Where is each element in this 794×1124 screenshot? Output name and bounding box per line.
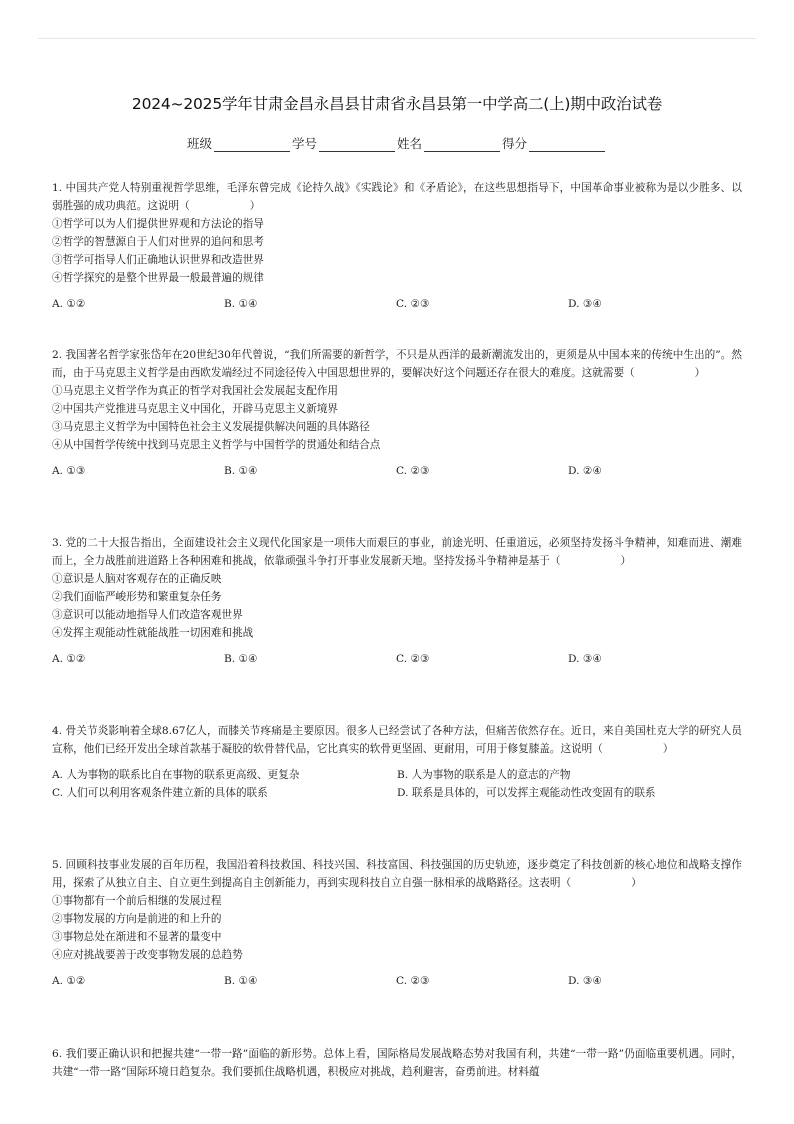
score-blank[interactable] — [529, 137, 605, 152]
statement: ①意识是人脑对客观存在的正确反映 — [52, 573, 222, 585]
statement: ①马克思主义哲学作为真正的哲学对我国社会发展起支配作用 — [52, 385, 339, 397]
name-field[interactable] — [397, 134, 502, 152]
name-label: 姓名 — [397, 136, 423, 151]
option-b[interactable]: B. ①④ — [224, 465, 258, 477]
question-stem: 2. 我国著名哲学家张岱年在20世纪30年代曾说，“我们所需要的新哲学，不只是从西洋的最新潮流发出的，更须是从中国本来的传统中生出的”。然而，由于马克思主义哲学是由西欧发端经过不同途径传入中国思想世界的，要解决好这个问题还存在很大的难度。这就需要（ ） — [52, 349, 742, 379]
statement: ③意识可以能动地指导人们改造客观世界 — [52, 609, 243, 621]
statement: ④应对挑战要善于改变事物发展的总趋势 — [52, 949, 243, 961]
answer-options — [52, 295, 742, 313]
statement: ③事物总处在渐进和不显著的量变中 — [52, 931, 222, 943]
option-a[interactable]: A. ①② — [52, 653, 86, 665]
option-a[interactable]: A. ①② — [52, 298, 86, 310]
score-field[interactable] — [502, 134, 607, 152]
question-1 — [52, 179, 742, 313]
option-d[interactable]: D. 联系是具体的，可以发挥主观能动性改变固有的联系 — [397, 787, 656, 799]
option-c[interactable]: C. ②③ — [396, 653, 430, 665]
student-id-field[interactable] — [292, 134, 397, 152]
answer-options — [52, 462, 742, 480]
question-stem: 5. 回顾科技事业发展的百年历程，我国沿着科技救国、科技兴国、科技富国、科技强国的历史轨迹，逐步奠定了科技创新的核心地位和战略支撑作用，探索了从独立自主、自立更生到提高自主创新能力，再到实现科技自立自强一脉相承的战略路径。这表明（ ） — [52, 859, 742, 889]
student-id-label: 学号 — [291, 136, 317, 151]
name-blank[interactable] — [424, 137, 500, 152]
answer-options — [52, 972, 742, 990]
statement: ②中国共产党推进马克思主义中国化，开辟马克思主义新境界 — [52, 403, 339, 415]
option-d[interactable]: D. ③④ — [568, 653, 602, 665]
option-c[interactable]: C. ②③ — [396, 465, 430, 477]
option-a[interactable]: A. ①③ — [52, 465, 86, 477]
statement: ②哲学的智慧源自于人们对世界的追问和思考 — [52, 236, 264, 248]
question-4 — [52, 722, 742, 802]
option-c[interactable]: C. 人们可以利用客观条件建立新的具体的联系 — [52, 787, 268, 799]
class-field[interactable] — [187, 134, 292, 152]
student-id-blank[interactable] — [319, 137, 395, 152]
page-title: 2024~2025学年甘肃金昌永昌县甘肃省永昌县第一中学高二(上)期中政治试卷 — [131, 95, 663, 113]
option-d[interactable]: D. ③④ — [568, 298, 602, 310]
answer-options — [52, 766, 742, 802]
question-6 — [52, 1045, 742, 1081]
question-5 — [52, 856, 742, 990]
statement: ③马克思主义哲学为中国特色社会主义发展提供解决问题的具体路径 — [52, 421, 370, 433]
option-d[interactable]: D. ②④ — [568, 465, 602, 477]
question-3 — [52, 534, 742, 668]
student-info-row — [0, 134, 794, 152]
statement: ③哲学可指导人们正确地认识世界和改造世界 — [52, 254, 264, 266]
statement: ①事物都有一个前后相继的发展过程 — [52, 895, 222, 907]
statement: ②事物发展的方向是前进的和上升的 — [52, 913, 222, 925]
question-stem: 3. 党的二十大报告指出，全面建设社会主义现代化国家是一项伟大而艰巨的事业，前途光明、任重道远，必须坚持发扬斗争精神，知难而进、潮难而上，全力战胜前进道路上各种困难和挑战，依靠顽强斗争打开事业发展新天地。坚持发扬斗争精神是基于（ ） — [52, 537, 742, 567]
class-label: 班级 — [186, 136, 212, 151]
question-stem: 4. 骨关节炎影响着全球8.67亿人，而膝关节疼痛是主要原因。很多人已经尝试了各种方法，但痛苦依然存在。近日，来自美国杜克大学的研究人员宣称，他们已经开发出全球首款基于凝胶的软骨替代品，它比真实的软骨更坚固、更耐用，可用于修复膝盖。这说明（ ） — [52, 725, 742, 755]
option-c[interactable]: C. ②③ — [396, 975, 430, 987]
statement: ④从中国哲学传统中找到马克思主义哲学与中国哲学的贯通处和结合点 — [52, 439, 381, 451]
option-b[interactable]: B. ①④ — [224, 653, 258, 665]
question-2 — [52, 346, 742, 480]
question-stem: 6. 我们要正确认识和把握共建“一带一路”面临的新形势。总体上看，国际格局发展战略态势对我国有利，共建“一带一路”仍面临重要机遇。同时，共建“一带一路”国际环境日趋复杂。我们要抓住战略机遇，积极应对挑战，趋利避害，奋勇前进。材料蕴 — [52, 1048, 742, 1078]
statement: ②我们面临严峻形势和繁重复杂任务 — [52, 591, 222, 603]
answer-options — [52, 650, 742, 668]
option-b[interactable]: B. ①④ — [224, 298, 258, 310]
class-blank[interactable] — [214, 137, 290, 152]
statement: ①哲学可以为人们提供世界观和方法论的指导 — [52, 218, 264, 230]
score-label: 得分 — [502, 136, 528, 151]
statement: ④哲学探究的是整个世界最一般最普遍的规律 — [52, 272, 264, 284]
header-divider — [38, 38, 756, 39]
statement: ④发挥主观能动性就能战胜一切困难和挑战 — [52, 627, 254, 639]
option-d[interactable]: D. ③④ — [568, 975, 602, 987]
question-stem: 1. 中国共产党人特别重视哲学思维，毛泽东曾完成《论持久战》《实践论》和《矛盾论》，在这些思想指导下，中国革命事业被称为是以少胜多、以弱胜强的成功典范。这说明（ ） — [52, 182, 742, 212]
option-a[interactable]: A. ①② — [52, 975, 86, 987]
option-b[interactable]: B. 人为事物的联系是人的意志的产物 — [397, 769, 571, 781]
option-b[interactable]: B. ①④ — [224, 975, 258, 987]
option-a[interactable]: A. 人为事物的联系比自在事物的联系更高级、更复杂 — [52, 769, 300, 781]
option-c[interactable]: C. ②③ — [396, 298, 430, 310]
